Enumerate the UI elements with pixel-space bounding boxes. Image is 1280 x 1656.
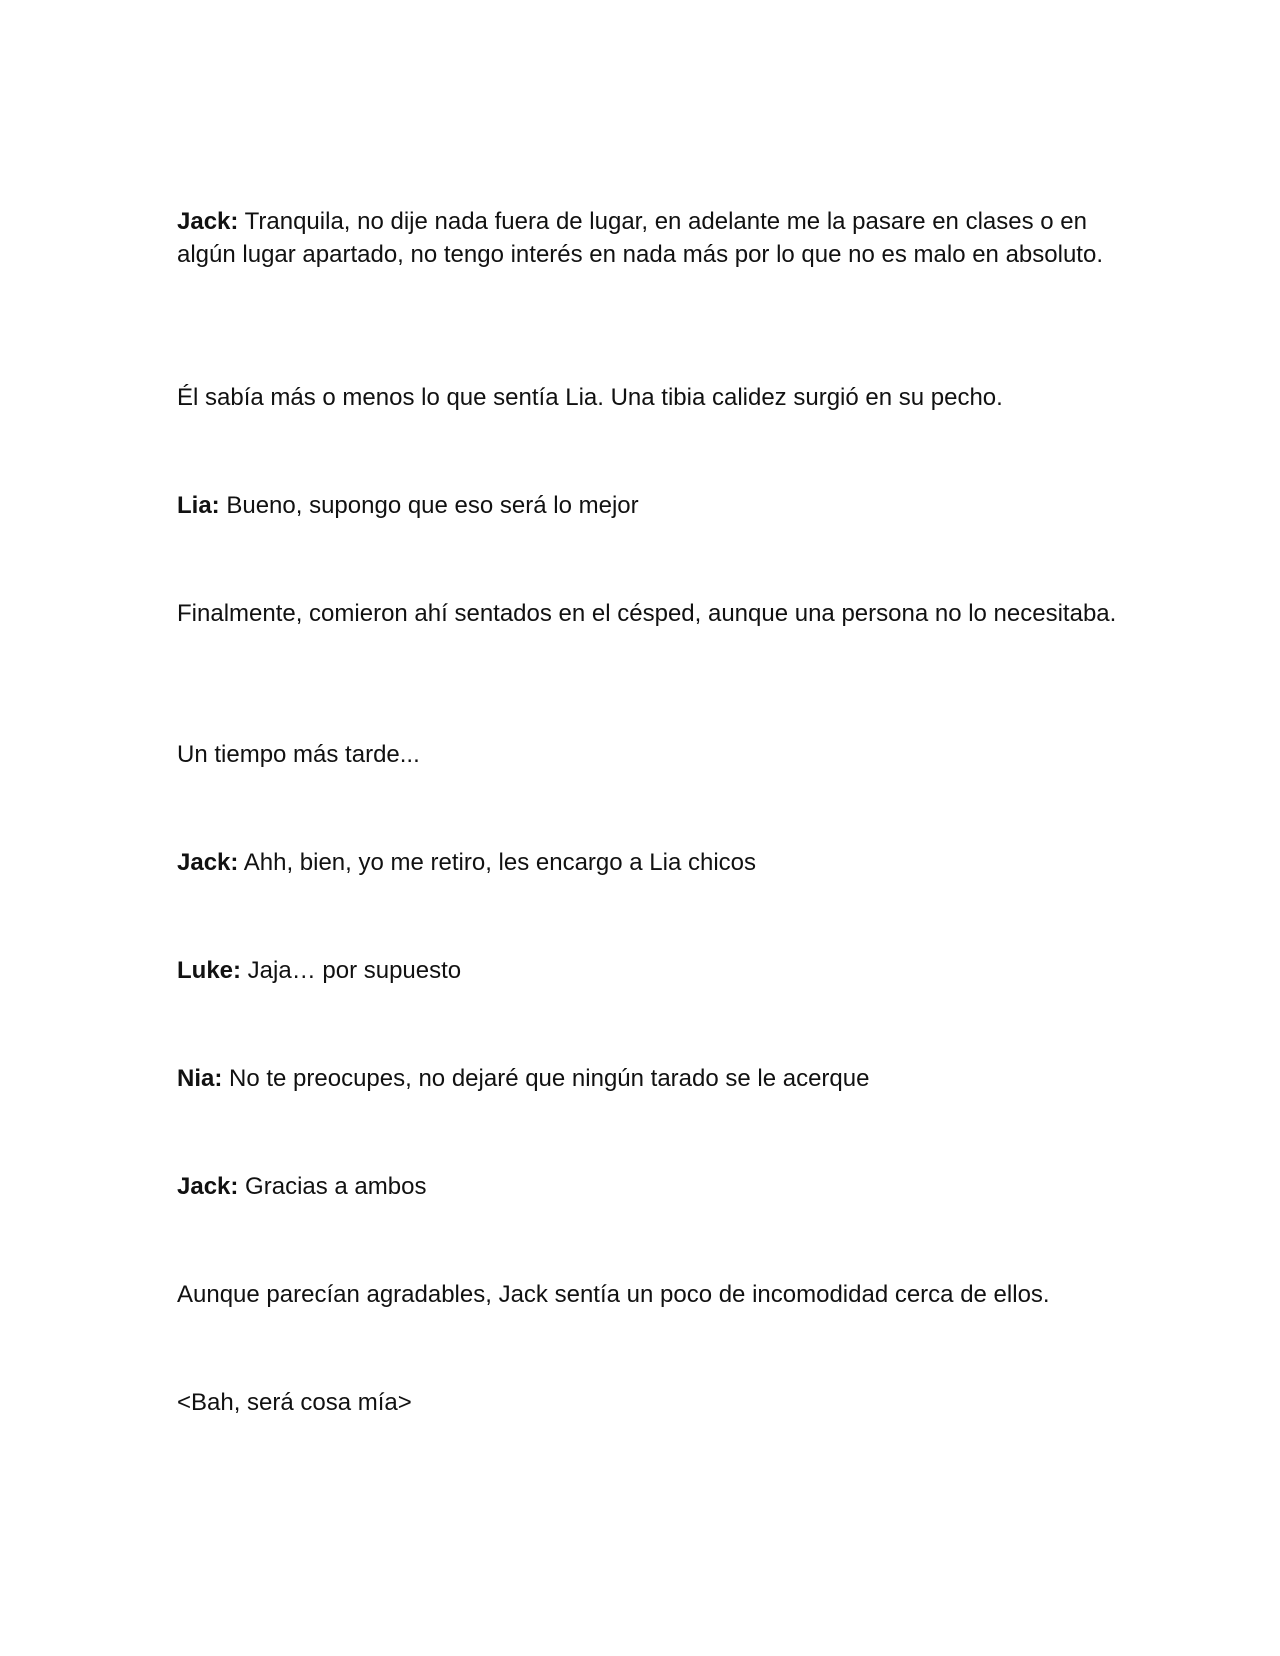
dialogue-text: Tranquila, no dije nada fuera de lugar, en adelante me la pasare en clases o en algún lugar apartado, no tengo interés en nada más por lo que no es malo en absoluto. <box>177 208 1103 268</box>
thought-paragraph <box>177 1386 1117 1419</box>
dialogue-paragraph <box>177 1170 1117 1203</box>
speaker-name: Nia: <box>177 1065 223 1092</box>
narration-paragraph <box>177 738 1117 771</box>
dialogue-paragraph <box>177 954 1117 987</box>
narration-paragraph <box>177 381 1117 414</box>
narration-text: Un tiempo más tarde... <box>177 741 420 768</box>
dialogue-paragraph <box>177 205 1117 271</box>
speaker-name: Jack: <box>177 849 239 876</box>
dialogue-paragraph <box>177 846 1117 879</box>
narration-paragraph <box>177 597 1117 630</box>
speaker-name: Jack: <box>177 208 239 235</box>
speaker-name: Jack: <box>177 1173 239 1200</box>
narration-text: Aunque parecían agradables, Jack sentía un poco de incomodidad cerca de ellos. <box>177 1281 1050 1308</box>
narration-paragraph <box>177 1278 1117 1311</box>
narration-text: Finalmente, comieron ahí sentados en el césped, aunque una persona no lo necesitaba. <box>177 600 1117 627</box>
speaker-name: Luke: <box>177 957 242 984</box>
dialogue-text: No te preocupes, no dejaré que ningún tarado se le acerque <box>222 1065 870 1092</box>
narration-text: Él sabía más o menos lo que sentía Lia. Una tibia calidez surgió en su pecho. <box>177 384 1003 411</box>
dialogue-text: Gracias a ambos <box>238 1173 427 1200</box>
dialogue-paragraph <box>177 489 1117 522</box>
dialogue-text: Jaja… por supuesto <box>241 957 462 984</box>
thought-text: <Bah, será cosa mía> <box>177 1389 412 1416</box>
dialogue-paragraph <box>177 1062 1117 1095</box>
dialogue-text: Bueno, supongo que eso será lo mejor <box>219 492 639 519</box>
dialogue-text: Ahh, bien, yo me retiro, les encargo a Lia chicos <box>238 849 757 876</box>
speaker-name: Lia: <box>177 492 220 519</box>
